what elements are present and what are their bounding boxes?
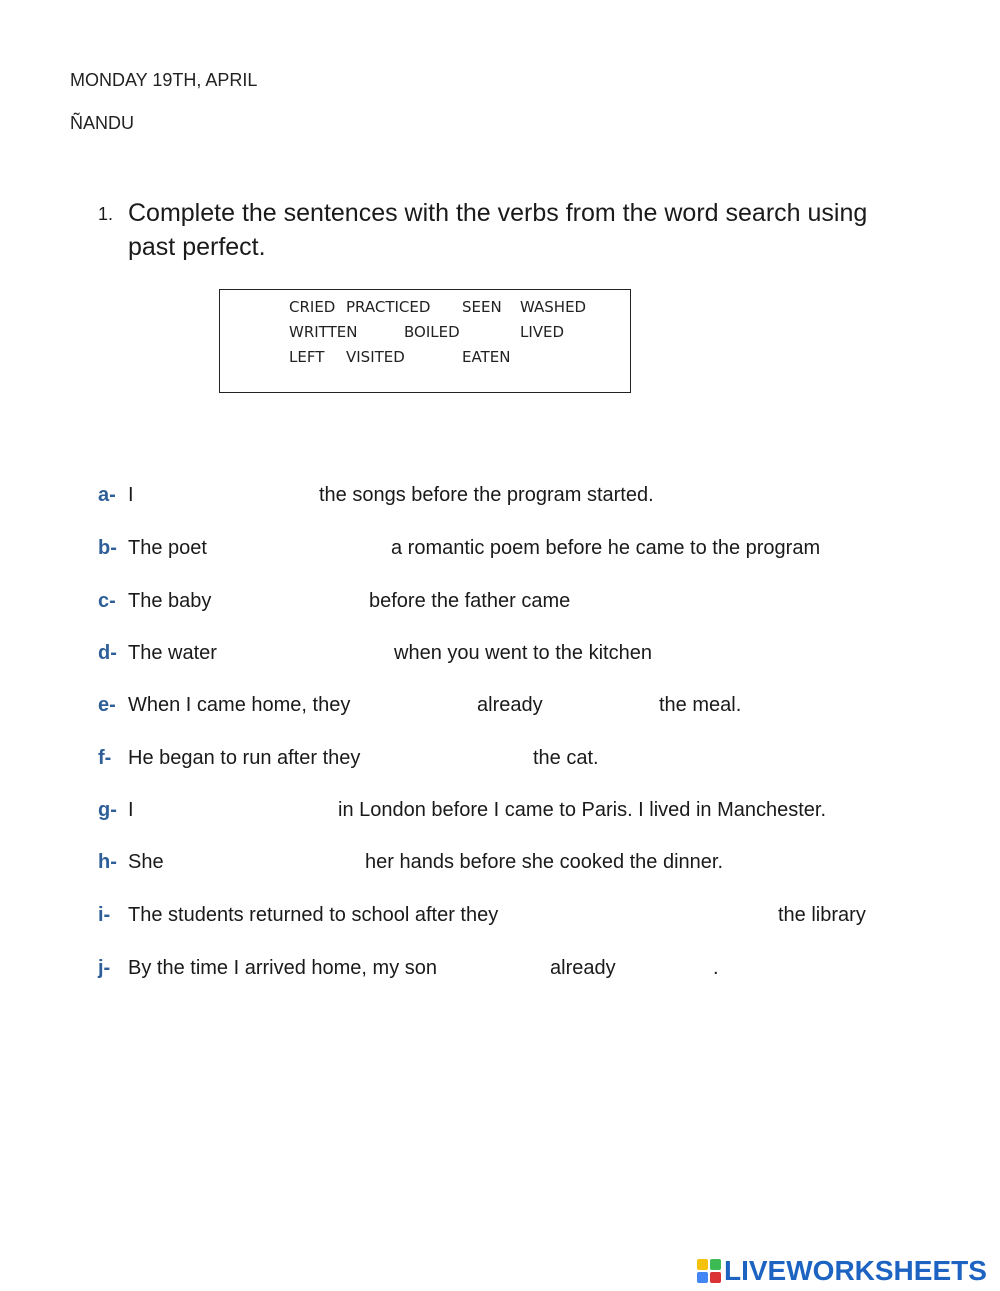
- word-bank-word: VISITED: [346, 348, 405, 366]
- item-letter: i-: [98, 904, 111, 926]
- group-name: ÑANDU: [70, 113, 135, 133]
- answer-input[interactable]: [388, 690, 476, 722]
- word-bank-word: SEEN: [462, 298, 502, 316]
- sentence-text: when you went to the kitchen: [394, 642, 652, 664]
- answer-input[interactable]: [240, 638, 392, 670]
- word-bank-word: LIVED: [520, 323, 565, 341]
- sentence-text: The water: [128, 642, 217, 664]
- sentence-text: The baby: [128, 590, 212, 612]
- sentence-text: the meal.: [659, 694, 742, 716]
- sentence-text: the songs before the program started.: [319, 484, 654, 506]
- sentence-text: By the time I arrived home, my son: [128, 957, 438, 979]
- answer-input[interactable]: [558, 690, 660, 722]
- logo-text: LIVEWORKSHEETS: [724, 1255, 987, 1286]
- sentence-text: I: [128, 484, 134, 506]
- logo-blocks-icon: [697, 1259, 721, 1283]
- sentence-text: He began to run after they: [128, 747, 361, 769]
- instruction-text: Complete the sentences with the verbs from the word search using past perfect.: [128, 199, 868, 261]
- item-letter: e-: [98, 694, 116, 716]
- sentence-text: The students returned to school after they: [128, 904, 499, 926]
- answer-input[interactable]: [558, 900, 774, 932]
- word-box: [219, 289, 631, 393]
- logo-block: [697, 1272, 708, 1283]
- word-bank-word: BOILED: [404, 323, 460, 341]
- word-bank-word: LEFT: [289, 348, 325, 366]
- word-bank-word: EATEN: [462, 348, 511, 366]
- answer-input[interactable]: [143, 795, 337, 827]
- word-bank-word: WRITTEN: [289, 323, 358, 341]
- sentence-text: her hands before she cooked the dinner.: [365, 851, 724, 873]
- word-bank-word: WASHED: [520, 298, 587, 316]
- sentence-text: already: [477, 694, 543, 716]
- logo-block: [710, 1272, 721, 1283]
- sentence-text: I: [128, 799, 134, 821]
- word-bank-word: CRIED: [289, 298, 336, 316]
- item-letter: j-: [98, 957, 111, 979]
- answer-input[interactable]: [630, 953, 714, 985]
- worksheet-date: MONDAY 19TH, APRIL: [70, 70, 258, 90]
- item-letter: g-: [98, 799, 117, 821]
- logo-block: [697, 1259, 708, 1270]
- item-letter: b-: [98, 537, 117, 559]
- sentence-text: The poet: [128, 537, 207, 559]
- sentence-text: the cat.: [533, 747, 599, 769]
- sentence-text: the library: [778, 904, 866, 926]
- answer-input[interactable]: [178, 847, 362, 879]
- sentence-text: already: [550, 957, 616, 979]
- item-letter: h-: [98, 851, 117, 873]
- answer-input[interactable]: [233, 586, 367, 618]
- item-letter: d-: [98, 642, 117, 664]
- sentence-text: .: [713, 957, 719, 979]
- answer-input[interactable]: [228, 533, 390, 565]
- item-letter: f-: [98, 747, 112, 769]
- instruction-number: 1.: [98, 204, 114, 224]
- sentence-text: in London before I came to Paris. I lived in Manchester.: [338, 799, 827, 821]
- sentence-text: before the father came: [369, 590, 571, 612]
- answer-input[interactable]: [400, 743, 532, 775]
- word-bank-word: PRACTICED: [346, 298, 431, 316]
- logo-block: [710, 1259, 721, 1270]
- liveworksheets-logo: [697, 1254, 987, 1288]
- item-letter: a-: [98, 484, 116, 506]
- sentence-text: She: [128, 851, 164, 873]
- answer-input[interactable]: [488, 953, 548, 985]
- answer-input[interactable]: [143, 480, 317, 512]
- sentence-text: a romantic poem before he came to the program: [391, 537, 821, 559]
- sentence-text: When I came home, they: [128, 694, 351, 716]
- item-letter: c-: [98, 590, 116, 612]
